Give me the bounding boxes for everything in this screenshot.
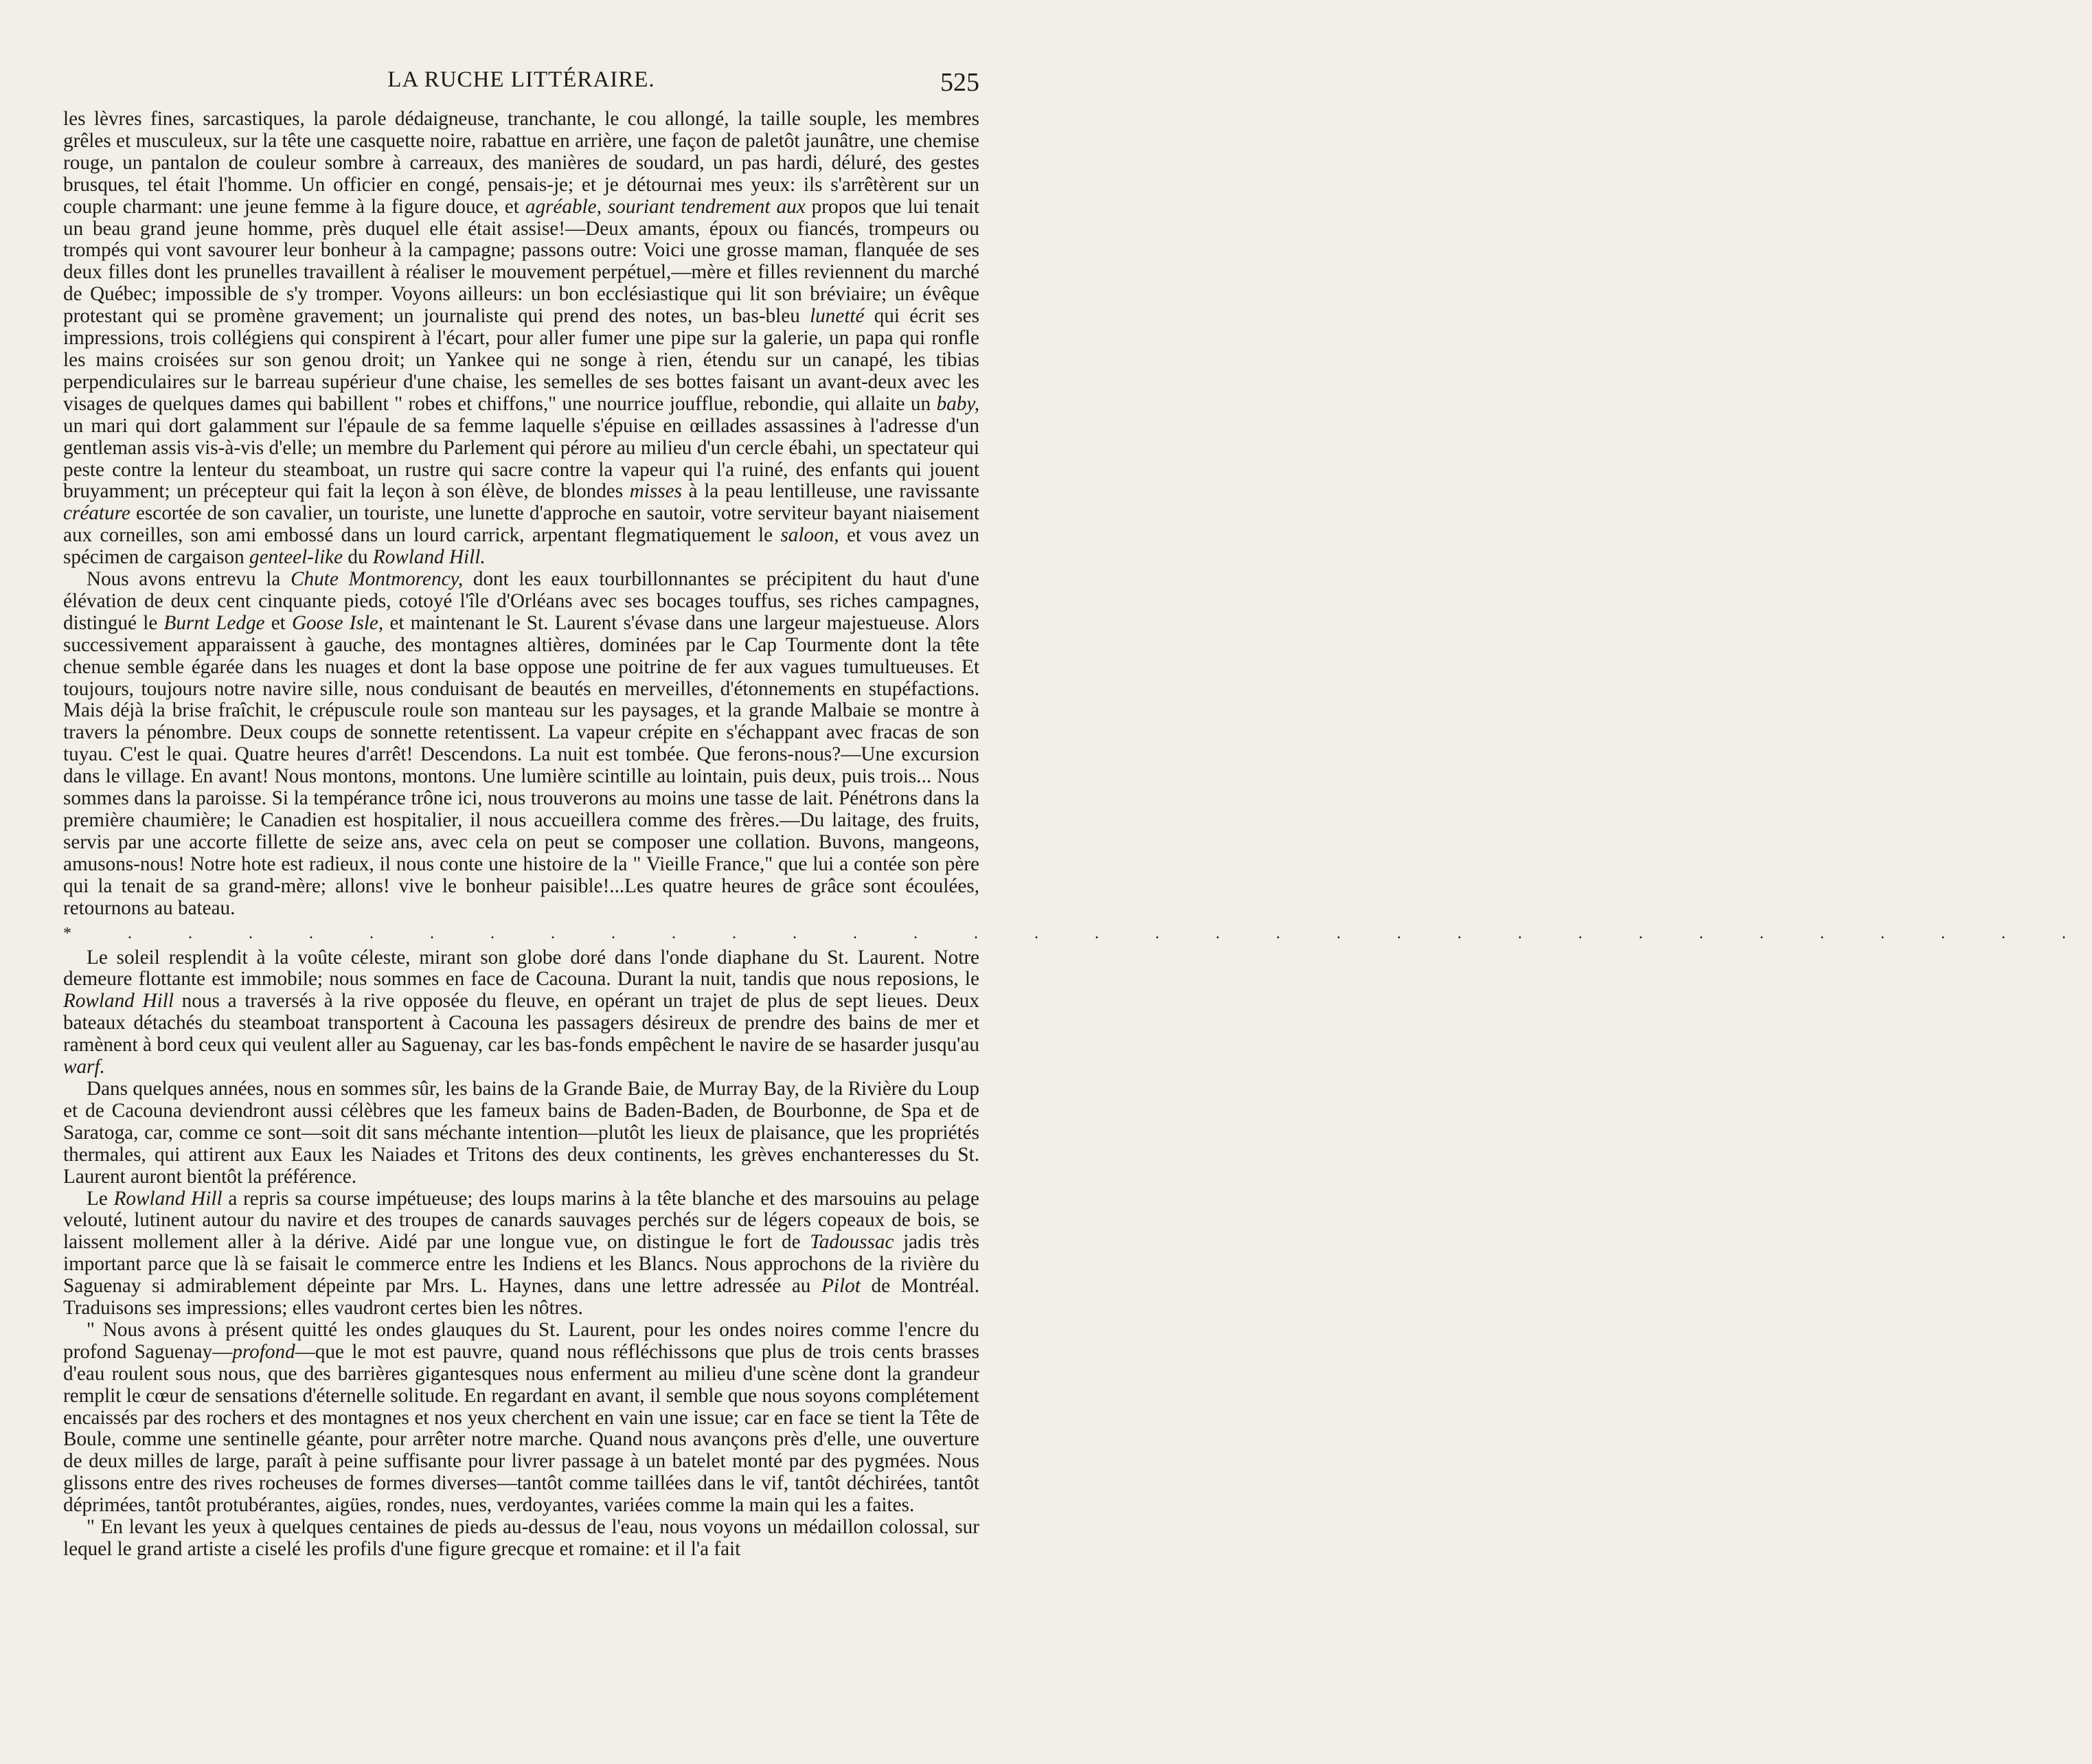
italic-run: Pilot [821, 1275, 861, 1298]
italic-run: lunetté [810, 305, 865, 328]
italic-run: Rowland Hill [113, 1187, 223, 1210]
text-run: " En levant les yeux à quelques centaines de pieds au-dessus de l'eau, nous voyons un médaillon colossal, sur lequel le grand artiste a ciselé les profils d'une figure grecque et romaine: et il l'a fait [63, 1516, 979, 1560]
italic-run: Rowland Hill [63, 990, 174, 1013]
text-run: Nous avons entrevu la [87, 568, 291, 591]
text-run: escortée de son cavalier, un touriste, une lunette d'approche en sautoir, votre serviteur bayant niaisement aux corneilles, son ami embossé dans un lourd carrick, arpentant flegmatiquement le [63, 502, 979, 547]
italic-run: Goose Isle, [291, 611, 384, 634]
running-head: LA RUCHE LITTÉRAIRE. [387, 67, 655, 92]
page-header [63, 67, 979, 109]
text-run: les lèvres fines, sarcastiques, la parole dédaigneuse, tranchante, le cou allongé, la taille souple, les membres grêles et musculeux, sur la tête une casquette noire, rabattue en arrière, une façon de paletôt jaunâtre, une chemise rouge, un pantalon de couleur sombre à carreaux, des manières de soudard, un pas hardi, déluré, des gestes brusques, tel était l'homme. Un officier en congé, pensais-je; et je détournai mes yeux: ils s'arrêtèrent sur un couple charmant: une jeune femme à la figure douce, et [63, 108, 979, 218]
paragraph-montmorency [63, 569, 979, 920]
text-run: jadis très important parce que là se faisait le commerce entre les Indiens et les Blancs. Nous approchons de la rivière du Saguenay si admirablement dépeinte par Mrs. L. Haynes, dans une lettre adressée au [63, 1231, 979, 1298]
italic-run: Chute Montmorency, [291, 568, 464, 591]
paragraph-saguenay-quote [63, 1320, 979, 1517]
paragraph-cacouna [63, 947, 979, 1078]
italic-run: profond [232, 1340, 295, 1363]
italic-run: agréable, souriant tendrement aux [525, 195, 806, 218]
text-run: dont les eaux tourbillonnantes se précipitent du haut d'une élévation de deux cent cinquante pieds, cotoyé l'île d'Orléans avec ses bocages touffus, ses riches campagnes, distingué le [63, 568, 979, 634]
text-run: propos que lui tenait un beau grand jeune homme, près duquel elle était assise!—Deux amants, époux ou fiancés, trompeurs ou trompés qui vont savourer leur bonheur à la campagne; passons outre: Voici une grosse maman, flanquée de ses deux filles dont les prunelles travaillent à réaliser le mouvement perpétuel,—mère et filles reviennent du marché de Québec; impossible de s'y tromper. Voyons ailleurs: un bon ecclésiastique qui lit son bréviaire; un évêque protestant qui se promène gravement; un journaliste qui prend des notes, un bas-bleu [63, 195, 979, 328]
text-run: nous a traversés à la rive opposée du fleuve, en opérant un trajet de plus de sept lieues. Deux bateaux détachés du steamboat transportent à Cacouna les passagers désireux de prendre des bains de mer et ramènent à bord ceux qui veulent aller au Saguenay, car les bas-fonds empêchent le navire de se hasarder jusqu'au [63, 990, 979, 1056]
italic-run: misses [629, 480, 682, 503]
text-run: —que le mot est pauvre, quand nous réfléchissons que plus de trois cents brasses d'eau roulent sous nous, que des barrières gigantesques nous enferment au milieu d'une scène dont la grandeur remplit le cœur de sensations d'éternelle solitude. En regardant en avant, il semble que nous soyons complétement encaissés par des rochers et des montagnes et nos yeux cherchent en vain une issue; car en face se tient la Tête de Boule, comme une sentinelle géante, pour arrêter notre marche. Quand nous avançons près d'elle, une ouverture de deux milles de large, paraît à peine suffisante pour livrer passage à un batelet monté par des pygmées. Nous glissons entre des rives rocheuses de formes diverses—tantôt comme taillées dans le vif, tantôt déchirées, tantôt déprimées, tantôt protubérantes, aigües, rondes, nues, verdoyantes, variées comme la main qui les a faites. [63, 1340, 979, 1517]
paragraph-tadoussac [63, 1188, 979, 1320]
section-separator: * . . . . . . . . . . . . . . . . . . . . . . . . . . . . . . . . . [63, 924, 2092, 942]
italic-run: Burnt Ledge [163, 611, 265, 634]
text-run: qui écrit ses impressions, trois collégiens qui conspirent à l'écart, pour aller fumer une pipe sur la galerie, un papa qui ronfle les mains croisées sur son genou droit; un Yankee qui ne songe à rien, étendu sur un canapé, les tibias perpendiculaires sur le barreau supérieur d'une chaise, les semelles de ses bottes faisant un avant-deux avec les visages de quelques dames qui babillent " robes et chiffons," une nourrice joufflue, rebondie, qui allaite un [63, 305, 979, 415]
text-run: " Nous avons à présent quitté les ondes glauques du St. Laurent, pour les ondes noires comme l'encre du profond Saguenay— [63, 1318, 979, 1363]
italic-run: warf. [63, 1056, 105, 1078]
italic-run: baby, [936, 392, 979, 415]
text-run: et [264, 611, 292, 634]
italic-run: Rowland Hill. [372, 546, 486, 569]
text-run: Dans quelques années, nous en sommes sûr, les bains de la Grande Baie, de Murray Bay, de la Rivière du Loup et de Cacouna deviendront aussi célèbres que les fameux bains de Baden-Baden, de Bourbonne, de Spa et de Saratoga, car, comme ce sont—soit dit sans méchante intention—plutôt les lieux de plaisance, que les propriétés thermales, qui attirent aux Eaux les Naiades et Tritons des deux continents, les grèves enchanteresses du St. Laurent auront bientôt la préférence. [63, 1077, 979, 1188]
paragraph-passengers [63, 109, 979, 569]
body-text [63, 108, 2092, 1561]
page-number: 525 [940, 68, 979, 97]
italic-run: genteel-like [249, 546, 343, 569]
text-run: un mari qui dort galamment sur l'épaule de sa femme laquelle s'épuise en œillades assassines à l'adresse d'un gentleman assis vis-à-vis d'elle; un membre du Parlement qui pérore au milieu d'un cercle ébahi, un spectateur qui peste contre la lenteur du steamboat, un rustre qui sacre contre la vapeur qui l'a ruiné, des enfants qui jouent bruyamment; un précepteur qui fait la leçon à son élève, de blondes [63, 414, 979, 503]
italic-run: saloon, [780, 524, 839, 547]
text-run: Le soleil resplendit à la voûte céleste, mirant son globe doré dans l'onde diaphane du St. Laurent. Notre demeure flottante est immobile; nous sommes en face de Cacouna. Durant la nuit, tandis que nous reposions, le [63, 946, 979, 991]
text-run: Le [87, 1187, 114, 1210]
text-run: et vous avez un spécimen de cargaison [63, 524, 979, 569]
paragraph-medaillon [63, 1517, 979, 1561]
text-run: à la peau lentilleuse, une ravissante [681, 480, 979, 503]
italic-run: créature [63, 502, 130, 525]
text-run: de Montréal. Traduisons ses impressions; elles vaudront certes bien les nôtres. [63, 1275, 979, 1320]
italic-run: Tadoussac [810, 1231, 894, 1254]
paragraph-bains [63, 1078, 979, 1188]
text-run: a repris sa course impétueuse; des loups marins à la tête blanche et des marsouins au pelage velouté, lutinent autour du navire et des troupes de canards sauvages perchés sur de légers copeaux de bois, se laissent mollement aller à la dérive. Aidé par une longue vue, on distingue le fort de [63, 1187, 979, 1254]
text-run: et maintenant le St. Laurent s'évase dans une largeur majestueuse. Alors successivement apparaissent à gauche, des montagnes altières, dominées par le Cap Tourmente dont la tête chenue semble égarée dans les nuages et dont la base oppose une poitrine de fer aux vagues tumultueuses. Et toujours, toujours notre navire sille, nous conduisant de beautés en merveilles, d'étonnements en stupéfactions. Mais déjà la brise fraîchit, le crépuscule roule son manteau sur les paysages, et la grande Malbaie se montre à travers la pénombre. Deux coups de sonnette retentissent. La vapeur crépite en s'échappant avec fracas de son tuyau. C'est le quai. Quatre heures d'arrêt! Descendons. La nuit est tombée. Que ferons-nous?—Une excursion dans le village. En avant! Nous montons, montons. Une lumière scintille au lointain, puis deux, puis trois... Nous sommes dans la paroisse. Si la tempérance trône ici, nous trouverons au moins une tasse de lait. Pénétrons dans la première chaumière; le Canadien est hospitalier, il nous accueillera comme des frères.—Du laitage, des fruits, servis par une accorte fillette de seize ans, avec cela on peut se composer une collation. Buvons, mangeons, amusons-nous! Notre hote est radieux, il nous conte une histoire de la " Vieille France," que lui a contée son père qui la tenait de sa grand-mère; allons! vive le bonheur paisible!...Les quatre heures de grâce sont écoulées, retournons au bateau. [63, 611, 979, 919]
text-run: du [343, 546, 373, 569]
